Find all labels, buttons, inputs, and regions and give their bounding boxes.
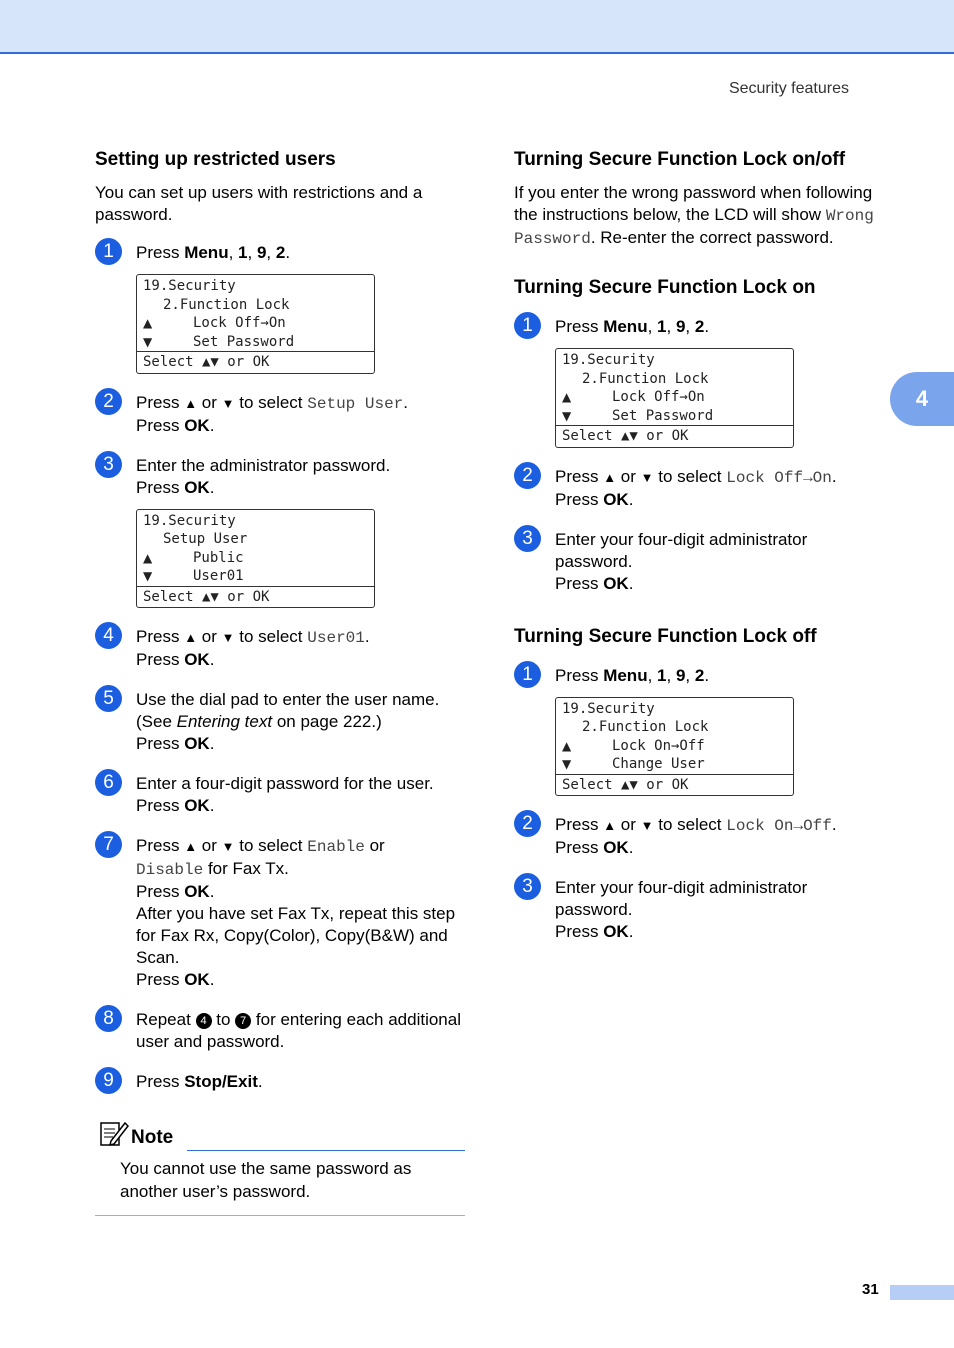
step-ref-icon: 7 <box>235 1013 251 1029</box>
step-5: 5 Use the dial pad to enter the user name. (See Entering text on page 222.) Press OK. <box>95 689 465 755</box>
step-number-icon: 3 <box>514 525 541 552</box>
note-divider <box>187 1150 465 1151</box>
section-heading: Turning Secure Function Lock on <box>514 277 816 298</box>
step-number-icon: 2 <box>95 388 122 415</box>
section-heading: Turning Secure Function Lock on/off <box>514 149 846 170</box>
step-4: 4 Press ▲ or ▼ to select User01. Press OK. <box>95 626 465 671</box>
step-2: 2 Press ▲ or ▼ to select Lock Off→On. Press OK. <box>514 466 889 511</box>
page-number: 31 <box>862 1281 879 1298</box>
step-6: 6 Enter a four-digit password for the user. Press OK. <box>95 773 465 817</box>
step-number-icon: 2 <box>514 810 541 837</box>
up-arrow-icon: ▲ <box>562 738 572 753</box>
left-column <box>95 148 465 1216</box>
chapter-tab: 4 <box>890 372 954 426</box>
top-banner <box>0 0 954 54</box>
up-arrow-icon: ▲ <box>143 550 153 565</box>
section-heading: Setting up restricted users <box>95 149 336 170</box>
step-number-icon: 4 <box>95 622 122 649</box>
step-number-icon: 7 <box>95 831 122 858</box>
up-arrow-icon: ▲ <box>143 316 153 330</box>
step-number-icon: 1 <box>514 312 541 339</box>
up-arrow-icon: ▲ <box>562 390 572 404</box>
note-box <box>95 1119 465 1216</box>
lcd-display: 19.Security 2.Function Lock ▲ Lock Off→On ▼ Set Password Select ▲▼ or OK <box>136 274 375 374</box>
step-number-icon: 8 <box>95 1005 122 1032</box>
step-3: 3 Enter your four-digit administrator password. Press OK. <box>514 877 889 943</box>
step-number-icon: 1 <box>95 238 122 265</box>
step-1: 1 Press Menu, 1, 9, 2. 19.Security 2.Function Lock ▲ Lock Off→On ▼ Set Password Select ▲▼ or OK <box>514 316 889 448</box>
down-arrow-icon: ▼ <box>640 818 654 833</box>
step-number-icon: 3 <box>95 451 122 478</box>
step-number-icon: 5 <box>95 685 122 712</box>
down-arrow-icon: ▼ <box>640 469 654 485</box>
note-pencil-icon <box>99 1119 129 1149</box>
section-heading: Turning Secure Function Lock off <box>514 625 817 647</box>
right-column <box>514 148 889 961</box>
running-header: Security features <box>728 80 849 97</box>
step-number-icon: 3 <box>514 873 541 900</box>
up-arrow-icon: ▲ <box>184 630 198 645</box>
down-arrow-icon: ▼ <box>143 569 153 583</box>
intro-text: You can set up users with restrictions and a password. <box>95 183 423 224</box>
step-number-icon: 6 <box>95 769 122 796</box>
step-3: 3 Enter the administrator password. Press OK. 19.Security Setup User ▲ Public ▼ User01 Select ▲▼ or OK <box>95 455 465 609</box>
down-arrow-icon: ▼ <box>562 408 572 423</box>
up-arrow-icon: ▲ <box>603 818 617 833</box>
step-1: 1 Press Menu, 1, 9, 2. 19.Security 2.Function Lock ▲ Lock On→Off ▼ Change User Select ▲▼ or OK <box>514 665 889 797</box>
step-8: 8 Repeat 4 to 7 for entering each additional user and password. <box>95 1009 465 1053</box>
lcd-display: 19.Security 2.Function Lock ▲ Lock Off→On ▼ Set Password Select ▲▼ or OK <box>555 348 794 448</box>
down-arrow-icon: ▼ <box>221 839 235 854</box>
up-arrow-icon: ▲ <box>184 395 198 411</box>
down-arrow-icon: ▼ <box>562 757 572 771</box>
down-arrow-icon: ▼ <box>221 630 235 645</box>
page-number-bar <box>890 1285 954 1300</box>
up-arrow-icon: ▲ <box>603 469 617 485</box>
step-1: 1 Press Menu, 1, 9, 2. 19.Security 2.Function Lock ▲ Lock Off→On ▼ Set Password Select ▲▼ or OK <box>95 242 465 374</box>
step-2: 2 Press ▲ or ▼ to select Setup User. Press OK. <box>95 392 465 437</box>
down-arrow-icon: ▼ <box>143 334 153 349</box>
step-number-icon: 2 <box>514 462 541 489</box>
step-7: 7 Press ▲ or ▼ to select Enable or Disable for Fax Tx. Press OK. After you have set Fax Tx, repeat this step for Fax Rx, Copy(Color), Copy(B&W) and Scan. Press OK. <box>95 835 465 991</box>
lcd-display: 19.Security Setup User ▲ Public ▼ User01 Select ▲▼ or OK <box>136 509 375 609</box>
intro-text: If you enter the wrong password when following the instructions below, the LCD will show Wrong Password. Re-enter the correct password. <box>514 183 874 248</box>
step-number-icon: 1 <box>514 661 541 688</box>
step-ref-icon: 4 <box>196 1013 212 1029</box>
step-3: 3 Enter your four-digit administrator password. Press OK. <box>514 529 889 595</box>
step-2: 2 Press ▲ or ▼ to select Lock On→Off. Press OK. <box>514 814 889 859</box>
note-text: You cannot use the same password as another user’s password. <box>95 1149 465 1216</box>
note-title: Note <box>131 1127 174 1148</box>
step-9: 9 Press Stop/Exit. <box>95 1071 465 1093</box>
step-number-icon: 9 <box>95 1067 122 1094</box>
down-arrow-icon: ▼ <box>221 395 235 411</box>
up-arrow-icon: ▲ <box>184 839 198 854</box>
lcd-display: 19.Security 2.Function Lock ▲ Lock On→Off ▼ Change User Select ▲▼ or OK <box>555 697 794 797</box>
